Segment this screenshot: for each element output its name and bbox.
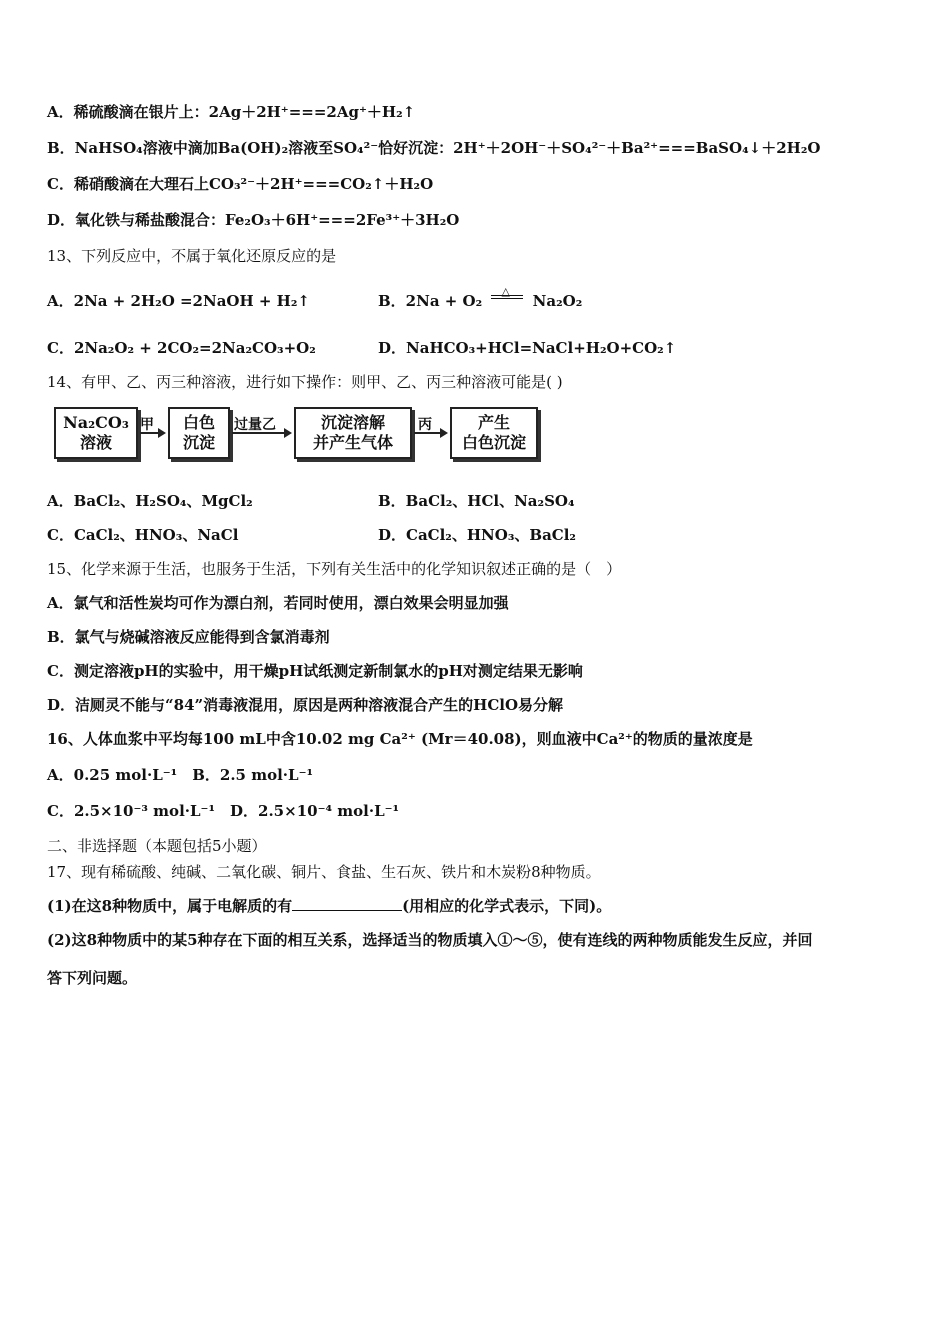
q17-stem: 17、现有稀硫酸、纯碱、二氧化碳、铜片、食盐、生石灰、铁片和木炭粉8种物质。 [47,863,601,881]
q14-stem: 14、有甲、乙、丙三种溶液，进行如下操作：则甲、乙、丙三种溶液可能是( ) [47,373,563,391]
flow-label-jia: 甲 [140,417,154,433]
flow-box-start: Na₂CO₃ 溶液 [54,407,138,459]
q15-option-a: A．氯气和活性炭均可作为漂白剂，若同时使用，漂白效果会明显加强 [47,594,509,612]
q13-option-b-right: Na₂O₂ [532,292,583,310]
q14-option-a: A．BaCl₂、H₂SO₄、MgCl₂ [47,492,253,510]
q15-option-d: D．洁厕灵不能与“84”消毒液混用，原因是两种溶液混合产生的HClO易分解 [47,696,564,714]
heat-condition-sign [491,285,523,312]
q15-option-b: B．氯气与烧碱溶液反应能得到含氯消毒剂 [47,628,330,646]
q13-option-b [378,285,583,312]
q14-option-d: D．CaCl₂、HNO₃、BaCl₂ [378,526,576,544]
q13-option-d: D．NaHCO₃+HCl=NaCl+H₂O+CO₂↑ [378,339,677,357]
flow-label-bing: 丙 [418,417,432,433]
q16-options-ab: A．0.25 mol·L⁻¹ B．2.5 mol·L⁻¹ [47,766,314,784]
q14-option-c: C．CaCl₂、HNO₃、NaCl [47,526,239,544]
heat-triangle: △ [501,285,510,298]
q14-flow-diagram [52,405,542,465]
q12-option-d: D．氧化铁与稀盐酸混合：Fe₂O₃＋6H⁺===2Fe³⁺＋3H₂O [47,211,460,229]
q16-stem: 16、人体血浆中平均每100 mL中含10.02 mg Ca²⁺ (Mr＝40.08)，则血液中Ca²⁺的物质的量浓度是 [47,730,753,748]
section-heading: 二、非选择题（本题包括5小题） [47,837,267,855]
q17-part2-line2: 答下列问题。 [47,969,138,987]
flow-label-excess-yi: 过量乙 [234,417,276,433]
q13-stem: 13、下列反应中，不属于氧化还原反应的是 [47,247,337,265]
flow-box-dissolve-gas: 沉淀溶解 并产生气体 [294,407,412,459]
q13-option-a: A．2Na + 2H₂O =2NaOH + H₂↑ [47,292,310,310]
q17-part1-prefix: (1)在这8种物质中，属于电解质的有 [47,897,293,915]
q15-stem: 15、化学来源于生活，也服务于生活，下列有关生活中的化学知识叙述正确的是（ ） [47,560,622,578]
flow-box-white-precipitate-final: 产生 白色沉淀 [450,407,538,459]
q14-option-b: B．BaCl₂、HCl、Na₂SO₄ [378,492,575,510]
q16-options-cd: C．2.5×10⁻³ mol·L⁻¹ D．2.5×10⁻⁴ mol·L⁻¹ [47,802,400,820]
q13-option-b-left: B．2Na + O₂ [378,292,483,310]
flow-box-white-precipitate: 白色 沉淀 [168,407,230,459]
q12-option-c: C．稀硝酸滴在大理石上CO₃²⁻＋2H⁺===CO₂↑＋H₂O [47,175,434,193]
q17-part1-suffix: (用相应的化学式表示，下同)。 [402,897,612,915]
q15-option-c: C．测定溶液pH的实验中，用干燥pH试纸测定新制氯水的pH对测定结果无影响 [47,662,583,680]
q12-option-a: A．稀硫酸滴在银片上：2Ag＋2H⁺===2Ag⁺＋H₂↑ [47,103,416,121]
answer-blank[interactable] [292,896,402,911]
q12-option-b: B．NaHSO₄溶液中滴加Ba(OH)₂溶液至SO₄²⁻恰好沉淀：2H⁺＋2OH⁻＋SO₄²⁻＋Ba²⁺===BaSO₄↓＋2H₂O [47,139,821,157]
q13-option-c: C．2Na₂O₂ + 2CO₂=2Na₂CO₃+O₂ [47,339,316,357]
q17-part2-line1: (2)这8种物质中的某5种存在下面的相互关系，选择适当的物质填入①～⑤，使有连线的两种物质能发生反应，并回 [47,931,813,949]
q17-part1 [47,896,611,916]
